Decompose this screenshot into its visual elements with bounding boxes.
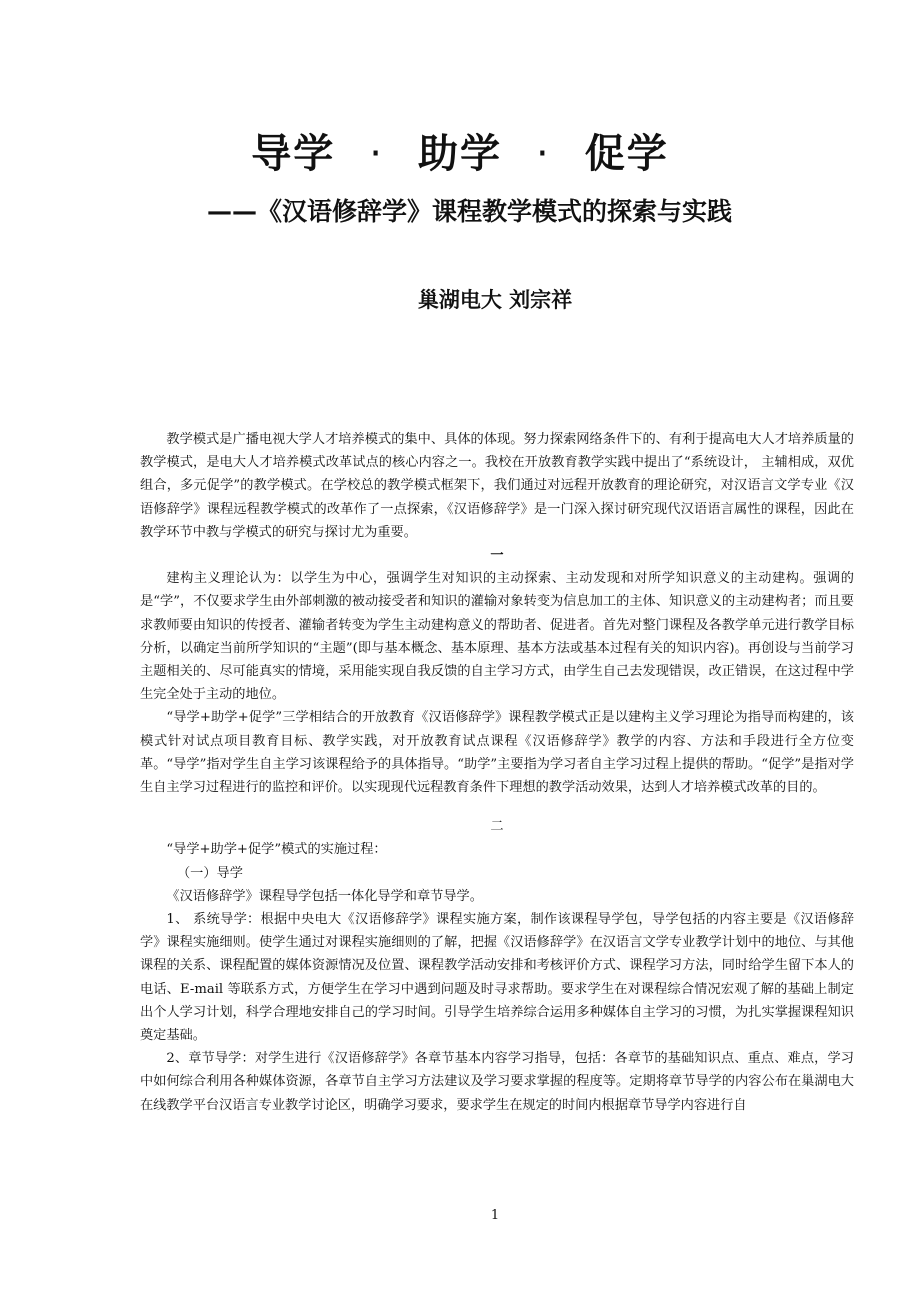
section1-paragraph-1: 建构主义理论认为：以学生为中心，强调学生对知识的主动探索、主动发现和对所学知识意义的主动建构。强调的是“学”，不仅要求学生由外部刺激的被动接受者和知识的灌输对象转变为信息加工的主体、知识意义的主动建构者；而且要求教师要由知识的传授者、灌输者转变为学生主动建构意义的帮助者、促进者。首先对整门课程及各教学单元进行教学目标分析，以确定当前所学知识的“主题”(即与基本概念、基本原理、基本方法或基本过程有关的知识内容)。再创设与当前学习主题相关的、尽可能真实的情境，采用能实现自我反馈的自主学习方式，由学生自己去发现错误，改正错误，在这过程中学生完全处于主动的地位。 bbox=[140, 571, 854, 703]
title-separator-1: · bbox=[369, 131, 384, 177]
intro-paragraph: 教学模式是广播电视大学人才培养模式的集中、具体的体现。努力探索网络条件下的、有利于提高电大人才培养质量的教学模式，是电大人才培养模式改革试点的核心内容之一。我校在开放教育教学实践中提出了“系统设计， 主辅相成，双优组合，多元促学”的教学模式。在学校总的教学模式框架下，我们通过对远程开放教育的理论研究，对汉语言文学专业《汉语修辞学》课程远程教学模式的改革作了一点探索，《汉语修辞学》是一门深入探讨研究现代汉语语言属性的课程，因此在教学环节中教与学模式的研究与探讨尤为重要。 bbox=[140, 432, 854, 540]
section1-paragraph-2: “导学+助学+促学”三学相结合的开放教育《汉语修辞学》课程教学模式正是以建构主义学习理论为指导而构建的，该模式针对试点项目教育目标、教学实践，对开放教育试点课程《汉语修辞学》教学的内容、方法和手段进行全方位变革。“导学”指对学生自主学习该课程给予的具体指导。“助学”主要指为学习者自主学习过程上提供的帮助。“促学”是指对学生自主学习过程进行的监控和评价。以实现现代远程教育条件下理想的教学活动效果，达到人才培养模式改革的目的。 bbox=[140, 710, 854, 796]
section2-subheading-guide: （一）导学 bbox=[176, 865, 243, 881]
section-heading-1: 一 bbox=[490, 548, 504, 564]
title-part-1: 导学 bbox=[251, 131, 336, 177]
document-subtitle: ——《汉语修辞学》课程教学模式的探索与实践 bbox=[207, 197, 733, 226]
section2-paragraph-1: 《汉语修辞学》课程导学包括一体化导学和章节导学。 bbox=[166, 888, 483, 904]
section2-list-item-1: 1、 系统导学：根据中央电大《汉语修辞学》课程实施方案，制作该课程导学包，导学包括的内容主要是《汉语修辞学》课程实施细则。使学生通过对课程实施细则的了解，把握《汉语修辞学》在汉语言文学专业教学计划中的地位、与其他课程的关系、课程配置的媒体资源情况及位置、课程教学活动安排和考核评价方式、课程学习方法，同时给学生留下本人的电话、E-mail 等联系方式，方便学生在学习中遇到问题及时寻求帮助。要求学生在对课程综合情况宏观了解的基础上制定出个人学习计划，科学合理地安排自己的学习时间。引导学生培养综合运用多种媒体自主学习的习惯，为扎实掌握课程知识奠定基础。 bbox=[140, 912, 854, 1044]
author-line: 巢湖电大 刘宗祥 bbox=[417, 288, 573, 312]
section-heading-2: 二 bbox=[490, 819, 504, 835]
page-number: 1 bbox=[490, 1208, 500, 1223]
body-text bbox=[140, 428, 854, 1117]
document-title bbox=[0, 122, 920, 179]
section2-intro: “导学+助学+促学”模式的实施过程： bbox=[166, 842, 387, 858]
title-separator-2: · bbox=[536, 131, 551, 177]
title-part-3: 促学 bbox=[584, 131, 669, 177]
section2-list-item-2: 2、章节导学：对学生进行《汉语修辞学》各章节基本内容学习指导，包括：各章节的基础知识点、重点、难点，学习中如何综合利用各种媒体资源，各章节自主学习方法建议及学习要求掌握的程度等。定期将章节导学的内容公布在巢湖电大在线教学平台汉语言专业教学讨论区，明确学习要求，要求学生在规定的时间内根据章节导学内容进行自 bbox=[140, 1051, 854, 1113]
title-part-2: 助学 bbox=[418, 131, 502, 177]
